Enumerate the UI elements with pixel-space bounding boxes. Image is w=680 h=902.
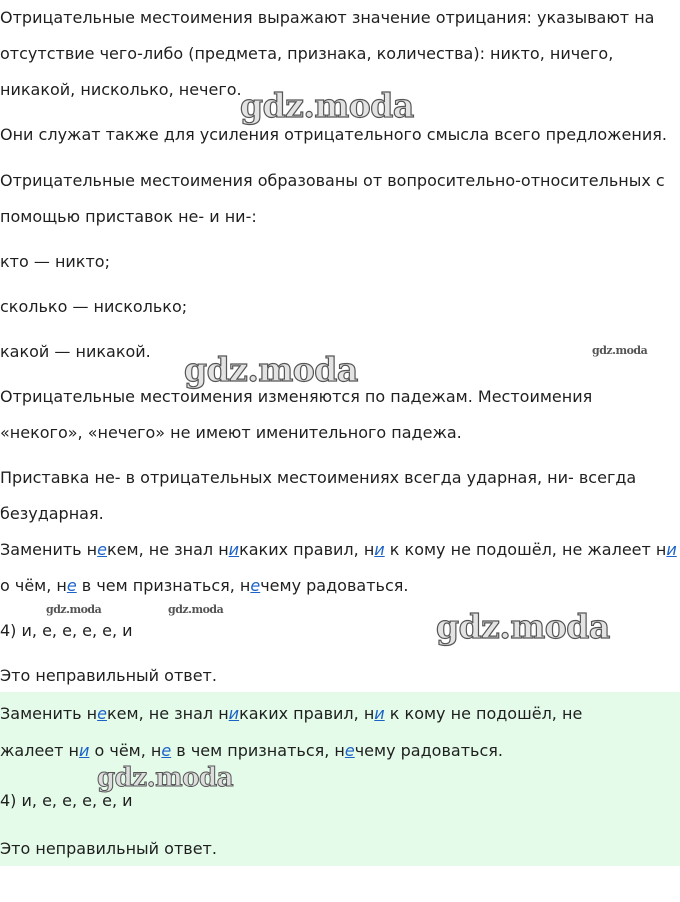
inserted-letter: е xyxy=(344,741,355,760)
inserted-letter: и xyxy=(79,741,90,760)
watermark: gdz.moda xyxy=(592,344,648,357)
example-line: кто — никто; xyxy=(0,252,110,271)
text-line: «некого», «нечего» не имеют именительного падежа. xyxy=(0,423,462,442)
text-line: безударная. xyxy=(0,504,104,523)
watermark: gdz.moda xyxy=(436,607,610,646)
inserted-letter: и xyxy=(374,704,385,723)
text-line: никакой, нисколько, нечего. xyxy=(0,80,242,99)
answer-sentence-line: о чём, не в чем признаться, нечему радоваться. xyxy=(0,576,409,595)
text-line: Приставка не- в отрицательных местоимениях всегда ударная, ни- всегда xyxy=(0,468,637,487)
answer-option-line: 4) и, е, е, е, е, и xyxy=(0,621,133,640)
answer-option-line: 4) и, е, е, е, е, и xyxy=(0,791,133,810)
watermark: gdz.moda xyxy=(184,350,358,389)
watermark: gdz.moda xyxy=(168,603,224,616)
text-line: Отрицательные местоимения выражают значение отрицания: указывают на xyxy=(0,8,655,27)
inserted-letter: е xyxy=(97,540,107,559)
answer-sentence-line: Заменить некем, не знал никаких правил, ни к кому не подошёл, не xyxy=(0,704,583,723)
inserted-letter: е xyxy=(97,704,107,723)
text-line: помощью приставок не- и ни-: xyxy=(0,207,257,226)
example-line: какой — никакой. xyxy=(0,342,151,361)
inserted-letter: и xyxy=(228,540,240,559)
text-line: отсутствие чего-либо (предмета, признака, количества): никто, ничего, xyxy=(0,44,614,63)
inserted-letter: и xyxy=(374,540,385,559)
inserted-letter: е xyxy=(66,576,77,595)
inserted-letter: и xyxy=(666,540,677,559)
watermark: gdz.moda xyxy=(46,603,102,616)
text-line: Отрицательные местоимения изменяются по падежам. Местоимения xyxy=(0,387,593,406)
answer-sentence-line: Заменить некем, не знал никаких правил, ни к кому не подошёл, не жалеет ни xyxy=(0,540,677,559)
example-line: сколько — нисколько; xyxy=(0,297,188,316)
inserted-letter: е xyxy=(250,576,261,595)
inserted-letter: и xyxy=(228,704,240,723)
watermark: gdz.moda xyxy=(240,86,414,125)
verdict-line: Это неправильный ответ. xyxy=(0,666,217,685)
verdict-line: Это неправильный ответ. xyxy=(0,839,217,858)
answer-sentence-line: жалеет ни о чём, не в чем признаться, нечему радоваться. xyxy=(0,741,503,760)
text-line: Отрицательные местоимения образованы от вопросительно-относительных с xyxy=(0,171,665,190)
inserted-letter: е xyxy=(161,741,172,760)
watermark: gdz.moda xyxy=(97,763,234,793)
text-line: Они служат также для усиления отрицательного смысла всего предложения. xyxy=(0,125,667,144)
